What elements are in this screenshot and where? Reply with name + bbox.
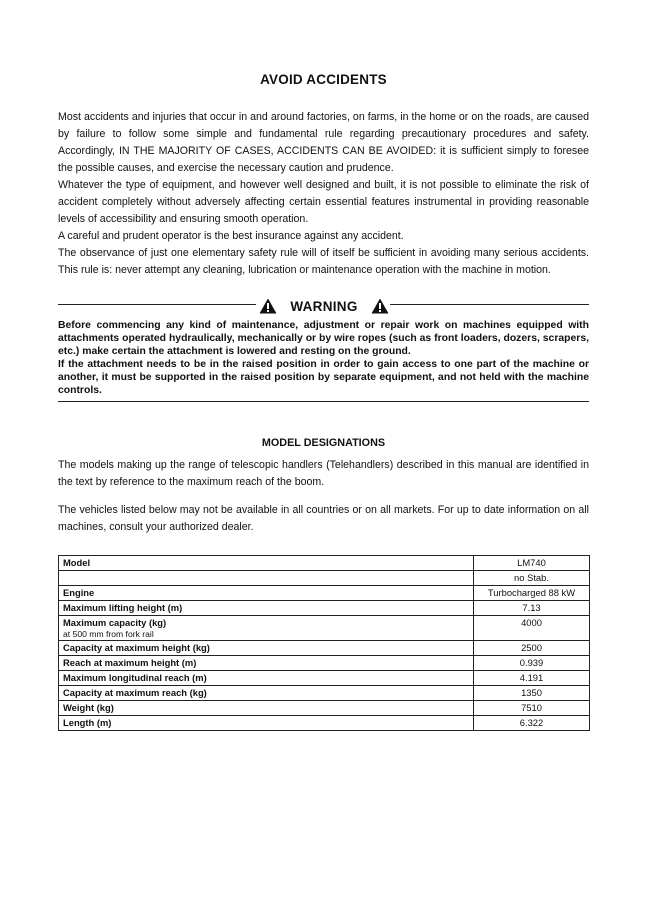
spec-value: 7510 [474, 701, 590, 716]
table-row [59, 641, 590, 656]
spec-label-note: at 500 mm from fork rail [63, 629, 154, 639]
table-row [59, 571, 590, 586]
warning-paragraph-1: Before commencing any kind of maintenance, adjustment or repair work on machines equipped with attachments operated hydraulically, mechanically or by wire ropes (such as front loaders, dozers, scrapers, etc.) make certain the attachment is lowered and resting on the ground. [58, 320, 589, 357]
spec-table [58, 555, 590, 731]
spec-label [59, 701, 474, 716]
spec-value: 6.322 [474, 716, 590, 731]
table-row [59, 556, 590, 571]
section-title: MODEL DESIGNATIONS [261, 437, 386, 449]
intro-paragraph-1: Most accidents and injuries that occur in and around factories, on farms, in the home or on the roads, are caused by failure to follow some simple and fundamental rule regarding precautionary procedures and safety. Accordingly, IN THE MAJORITY OF CASES, ACCIDENTS CAN BE AVOIDED: it is sufficient simply to foresee the possible causes, and exercise the necessary caution and prudence. [58, 111, 589, 174]
table-row [59, 656, 590, 671]
spec-label [59, 671, 474, 686]
model-paragraph-1: The models making up the range of telescopic handlers (Telehandlers) described in this manual are identified in the text by reference to the maximum reach of the boom. [58, 459, 589, 488]
warning-triangle-icon [371, 298, 389, 314]
spec-label-text: Maximum capacity (kg) [63, 617, 167, 628]
model-paragraph-2: The vehicles listed below may not be available in all countries or on all markets. For up to date information on all machines, consult your authorized dealer. [58, 504, 589, 533]
spec-label-text: Maximum lifting height (m) [63, 602, 183, 613]
spec-label-text: Reach at maximum height (m) [63, 657, 197, 668]
spec-label [59, 586, 474, 601]
warning-label: WARNING [290, 298, 358, 314]
spec-label [59, 716, 474, 731]
table-row [59, 601, 590, 616]
spec-label-text: Capacity at maximum reach (kg) [63, 687, 207, 698]
spec-label [59, 601, 474, 616]
spec-label [59, 686, 474, 701]
spec-label [59, 616, 474, 641]
spec-value: 4.191 [474, 671, 590, 686]
intro-paragraph-3: A careful and prudent operator is the best insurance against any accident. [58, 230, 404, 242]
warning-rule-right [390, 304, 589, 305]
spec-label [59, 556, 474, 571]
spec-label [59, 571, 474, 586]
spec-label-text: Capacity at maximum height (kg) [63, 642, 210, 653]
spec-label [59, 656, 474, 671]
intro-paragraph-2: Whatever the type of equipment, and however well designed and built, it is not possible to eliminate the risk of accident completely without adversely affecting certain essential features instrumental in providing reasonable levels of accessibility and ensuring smooth operation. [58, 179, 589, 225]
table-row [59, 586, 590, 601]
warning-rule-bottom [58, 401, 589, 402]
table-row [59, 616, 590, 641]
spec-value: 2500 [474, 641, 590, 656]
warning-triangle-icon [259, 298, 277, 314]
spec-value: 4000 [474, 616, 590, 641]
warning-rule-left [58, 304, 256, 305]
spec-label-text: Model [63, 557, 91, 568]
spec-value: 0.939 [474, 656, 590, 671]
intro-text [58, 109, 589, 279]
warning-paragraph-2: If the attachment needs to be in the raised position in order to gain access to one part of the machine or another, it must be supported in the raised position by separate equipment, and not held with the machine controls. [58, 359, 589, 396]
warning-header [259, 296, 389, 316]
spec-value: no Stab. [474, 571, 590, 586]
model-text [58, 457, 589, 536]
spec-label-text: Weight (kg) [63, 702, 114, 713]
table-row [59, 671, 590, 686]
spec-label-text: Length (m) [63, 717, 112, 728]
page-title: AVOID ACCIDENTS [260, 72, 387, 87]
spec-label-text: Engine [63, 587, 95, 598]
table-row [59, 686, 590, 701]
spec-value: 7.13 [474, 601, 590, 616]
spec-label-text: Maximum longitudinal reach (m) [63, 672, 207, 683]
spec-label [59, 641, 474, 656]
warning-text [58, 319, 589, 397]
spec-value: 1350 [474, 686, 590, 701]
spec-value: Turbocharged 88 kW [474, 586, 590, 601]
spec-value: LM740 [474, 556, 590, 571]
table-row [59, 701, 590, 716]
intro-paragraph-4: The observance of just one elementary safety rule will of itself be sufficient in avoiding many serious accidents. This rule is: never attempt any cleaning, lubrication or maintenance operation with the machine in motion. [58, 247, 589, 276]
table-row [59, 716, 590, 731]
